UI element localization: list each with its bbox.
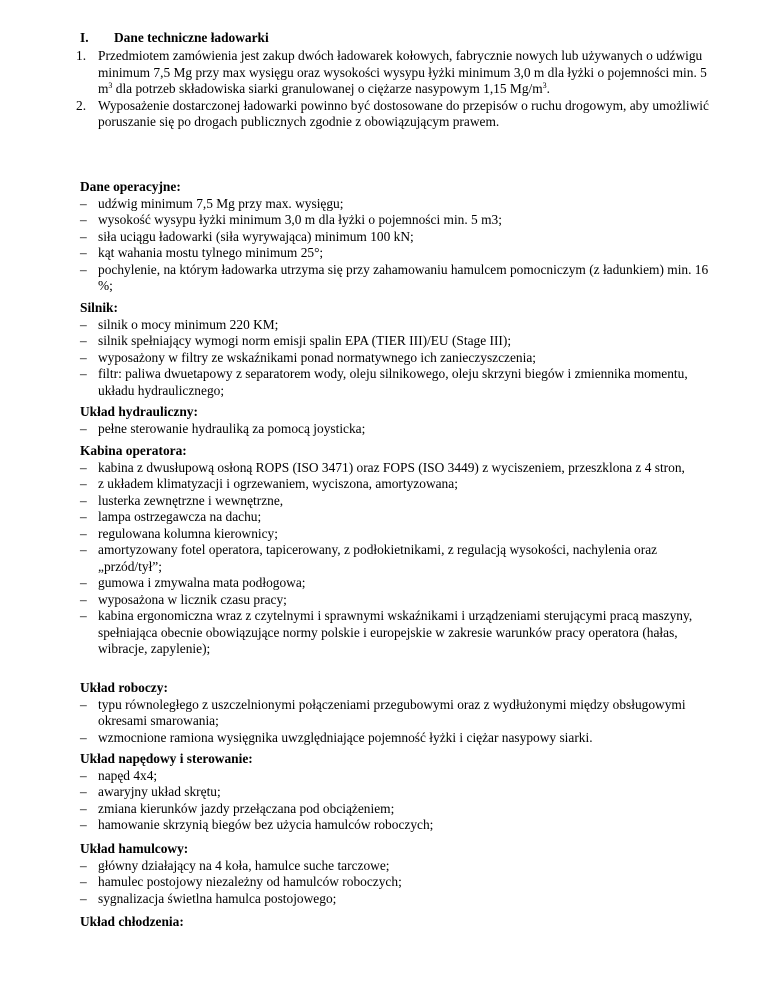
dash-marker: – — [80, 492, 87, 508]
intro-item-text: dla potrzeb składowiska siarki granulowanej o ciężarze nasypowym 1,15 Mg/m — [112, 81, 543, 96]
list-item — [80, 817, 720, 834]
section-heading — [80, 30, 269, 47]
section-title: Układ chłodzenia: — [80, 914, 184, 929]
list-item-text: kabina z dwusłupową osłoną ROPS (ISO 3471) oraz FOPS (ISO 3449) z wyciszeniem, przeszklona z 4 stron, — [98, 459, 685, 475]
dash-marker: – — [80, 509, 87, 524]
dash-marker: – — [80, 784, 87, 799]
section-silnik — [80, 300, 720, 399]
list-item — [80, 891, 720, 908]
dash-marker: – — [80, 817, 87, 832]
list-item — [80, 421, 720, 438]
section-uklad-napedowy — [80, 751, 720, 834]
section-title: Kabina operatora: — [80, 443, 187, 458]
list-item — [80, 768, 720, 785]
dash-marker: – — [80, 195, 87, 211]
list-item-text: wyposażony w filtry ze wskaźnikami ponad normatywnego ich zanieczyszczenia; — [98, 349, 537, 365]
list-item-text: wzmocnione ramiona wysięgnika uwzględniające pojemność łyżki i ciężar nasypowy siarki. — [98, 729, 593, 745]
list-item-text: typu równoległego z uszczelnionymi połączeniami przegubowymi oraz z wydłużonymi między obsługowymi okresami smarowania; — [98, 696, 686, 728]
list-item — [80, 262, 720, 295]
list-item — [80, 245, 720, 262]
list-item-text: z układem klimatyzacji i ogrzewaniem, wyciszona, amortyzowana; — [98, 476, 458, 491]
dash-marker: – — [80, 316, 87, 332]
list-item-text: lusterka zewnętrzne i wewnętrzne, — [98, 492, 284, 508]
dash-marker: – — [80, 591, 87, 607]
bullet-list — [80, 697, 720, 747]
intro-item-text: Przedmiotem zamówienia jest zakup dwóch ładowarek kołowych, fabrycznie nowych lub używanych o udźwigu minimum 7,5 Mg przy max wysięgu oraz wysokości wysypu łyżki minimum 3,0 m dla łyżki o pojemności min. 5 m — [98, 48, 707, 96]
list-item-text: wyposażona w licznik czasu pracy; — [98, 591, 287, 607]
dash-marker: – — [80, 212, 87, 227]
list-item — [80, 874, 720, 891]
section-uklad-hydrauliczny — [80, 404, 720, 437]
section-uklad-chlodzenia — [80, 914, 720, 931]
list-item — [80, 212, 720, 229]
dash-marker: – — [80, 857, 87, 873]
intro-item-number: 2. — [76, 97, 87, 113]
section-title: Układ roboczy: — [80, 680, 168, 695]
list-item-text: lampa ostrzegawcza na dachu; — [98, 509, 262, 524]
dash-marker: – — [80, 800, 87, 816]
intro-item-text: Wyposażenie dostarczonej ładowarki powinno być dostosowane do przepisów o ruchu drogowym, aby umożliwić poruszanie się po drogach publicznych zgodnie z obowiązującym prawem. — [98, 97, 709, 129]
dash-marker: – — [80, 349, 87, 365]
dash-marker: – — [80, 608, 87, 623]
dash-marker: – — [80, 874, 87, 889]
bullet-list — [80, 421, 720, 438]
dash-marker: – — [80, 228, 87, 244]
list-item-text: siła uciągu ładowarki (siła wyrywająca) minimum 100 kN; — [98, 228, 414, 244]
dash-marker: – — [80, 890, 87, 906]
section-title: Dane operacyjne: — [80, 179, 181, 194]
section-title: Układ napędowy i sterowanie: — [80, 751, 253, 766]
bullet-list — [80, 317, 720, 400]
list-item — [80, 509, 720, 526]
list-item-text: silnik o mocy minimum 220 KM; — [98, 316, 279, 332]
heading-number: I. — [80, 30, 89, 45]
section-title: Układ hydrauliczny: — [80, 404, 198, 419]
list-item-text: zmiana kierunków jazdy przełączana pod obciążeniem; — [98, 800, 395, 816]
section-uklad-hamulcowy — [80, 841, 720, 907]
list-item — [80, 317, 720, 334]
list-item — [80, 784, 720, 801]
dash-marker: – — [80, 245, 87, 260]
list-item-text: pełne sterowanie hydrauliką za pomocą joysticka; — [98, 420, 366, 436]
list-item-text: napęd 4x4; — [98, 767, 158, 783]
list-item — [80, 476, 720, 493]
list-item-text: regulowana kolumna kierownicy; — [98, 525, 278, 541]
list-item-text: amortyzowany fotel operatora, tapicerowany, z podłokietnikami, z regulacją wysokości, nachylenia oraz „przód/tył”; — [98, 542, 658, 574]
superscript: 3 — [542, 81, 547, 90]
list-item-text: pochylenie, na którym ładowarka utrzyma się przy zahamowaniu hamulcem pomocniczym (z ładunkiem) min. 16 %; — [98, 261, 709, 293]
section-title: Układ hamulcowy: — [80, 841, 189, 856]
list-item — [80, 542, 720, 575]
dash-marker: – — [80, 696, 87, 712]
list-item-text: sygnalizacja świetlna hamulca postojowego; — [98, 890, 337, 906]
list-item — [80, 333, 720, 350]
dash-marker: – — [80, 575, 87, 590]
list-item — [80, 592, 720, 609]
dash-marker: – — [80, 366, 87, 381]
bullet-list — [80, 460, 720, 658]
list-item-text: udźwig minimum 7,5 Mg przy max. wysięgu; — [98, 195, 344, 211]
dash-marker: – — [80, 525, 87, 541]
intro-item-1 — [76, 48, 722, 98]
dash-marker: – — [80, 459, 87, 475]
list-item-text: główny działający na 4 koła, hamulce suche tarczowe; — [98, 857, 390, 873]
intro-item-text: . — [546, 81, 551, 96]
bullet-list — [80, 768, 720, 834]
section-uklad-roboczy — [80, 680, 720, 746]
dash-marker: – — [80, 767, 87, 783]
dash-marker: – — [80, 420, 87, 436]
intro-item-2 — [76, 97, 722, 131]
superscript: 3 — [108, 81, 113, 90]
list-item-text: gumowa i zmywalna mata podłogowa; — [98, 575, 306, 590]
intro-item-number: 1. — [76, 48, 87, 63]
list-item-text: wysokość wysypu łyżki minimum 3,0 m dla łyżki o pojemności min. 5 m3; — [98, 212, 502, 227]
heading-title: Dane techniczne ładowarki — [114, 30, 269, 45]
list-item — [80, 366, 720, 399]
dash-marker: – — [80, 261, 87, 277]
dash-marker: – — [80, 476, 87, 491]
list-item-text: kąt wahania mostu tylnego minimum 25°; — [98, 245, 324, 260]
list-item-text: silnik spełniający wymogi norm emisji spalin EPA (TIER III)/EU (Stage III); — [98, 333, 512, 348]
dash-marker: – — [80, 729, 87, 745]
list-item — [80, 575, 720, 592]
dash-marker: – — [80, 333, 87, 348]
list-item — [80, 858, 720, 875]
section-dane-operacyjne — [80, 179, 720, 295]
list-item — [80, 697, 720, 730]
list-item — [80, 493, 720, 510]
list-item — [80, 460, 720, 477]
list-item-text: filtr: paliwa dwuetapowy z separatorem wody, oleju silnikowego, oleju skrzyni biegów i zmiennika momentu, układu hydraulicznego; — [98, 366, 688, 398]
list-item — [80, 350, 720, 367]
list-item — [80, 526, 720, 543]
list-item — [80, 801, 720, 818]
section-kabina-operatora — [80, 443, 720, 658]
list-item-text: hamulec postojowy niezależny od hamulców roboczych; — [98, 874, 402, 889]
list-item — [80, 608, 720, 658]
bullet-list — [80, 858, 720, 908]
list-item-text: kabina ergonomiczna wraz z czytelnymi i sprawnymi wskaźnikami i urządzeniami sterującymi pracą maszyny, spełniająca obecnie obowiązujące normy polskie i europejskie w zakresie warunków pracy operatora (hałas, wibracje, zapylenie); — [98, 608, 693, 656]
list-item — [80, 229, 720, 246]
bullet-list — [80, 196, 720, 295]
list-item — [80, 196, 720, 213]
dash-marker: – — [80, 542, 87, 557]
list-item-text: awaryjny układ skrętu; — [98, 784, 221, 799]
intro-list — [76, 48, 722, 131]
section-title: Silnik: — [80, 300, 118, 315]
list-item — [80, 730, 720, 747]
list-item-text: hamowanie skrzynią biegów bez użycia hamulców roboczych; — [98, 817, 434, 832]
